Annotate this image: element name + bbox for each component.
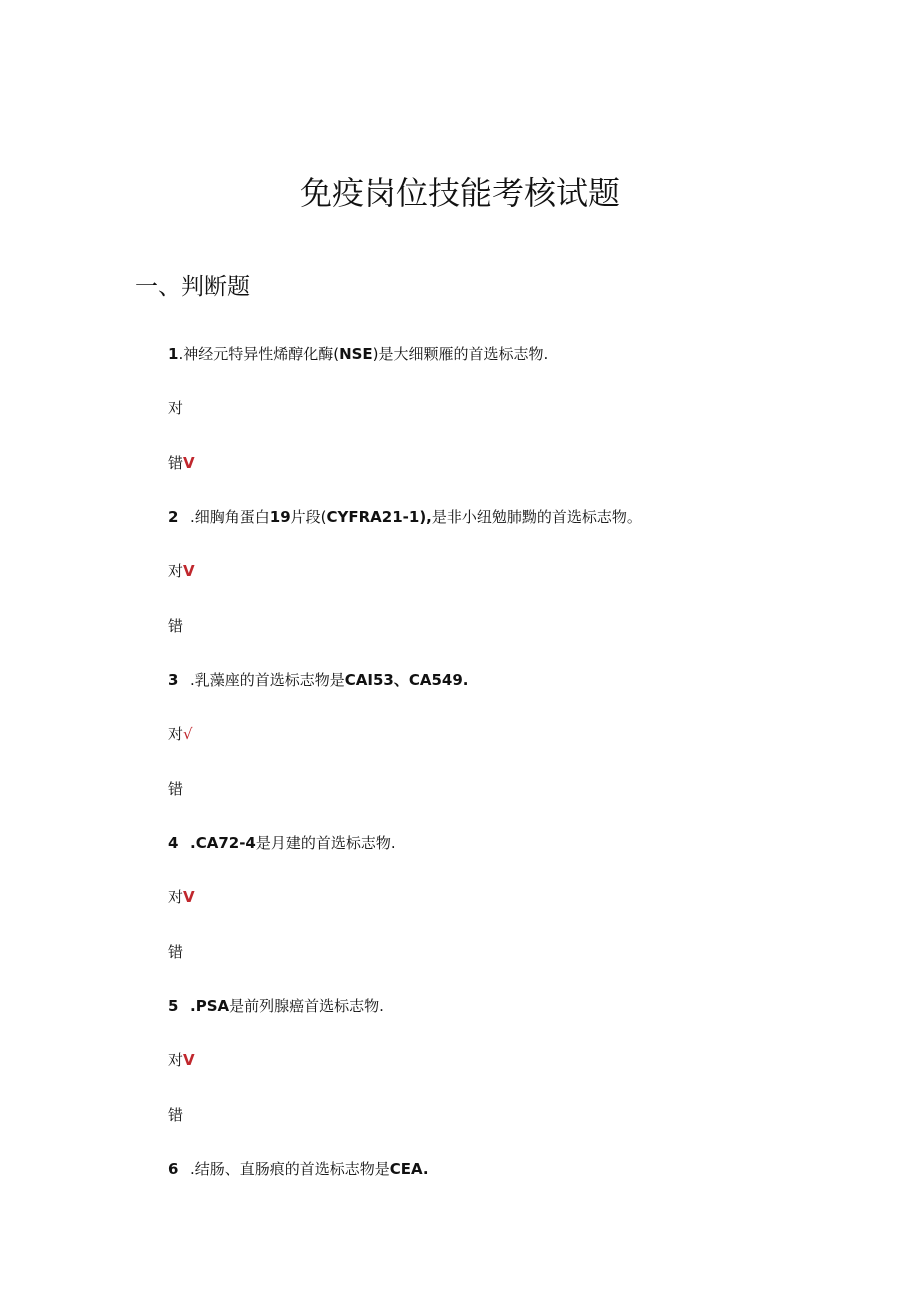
question-number: 2: [168, 508, 179, 526]
option-false: [168, 942, 183, 962]
answer-check-mark: V: [183, 1051, 195, 1069]
option-true-label: 对: [168, 1051, 184, 1069]
option-false: [168, 1105, 183, 1125]
option-false-label: 错: [168, 780, 184, 798]
option-false-label: 错: [168, 1106, 184, 1124]
answer-check-mark: √: [183, 725, 193, 743]
option-true-label: 对: [168, 562, 184, 580]
question-number: 4: [168, 834, 179, 852]
question-text: .神经元特异性烯醇化酶(: [178, 345, 340, 363]
question-text-en: .PSA: [190, 997, 230, 1015]
question-2: [168, 507, 642, 527]
question-text-en: .CA72-4: [190, 834, 256, 852]
page-title: 免疫岗位技能考核试题: [299, 174, 620, 212]
option-true: [168, 724, 193, 744]
question-1: [168, 344, 548, 364]
answer-check-mark: V: [183, 454, 195, 472]
question-text-en: CYFRA21-1),: [326, 508, 432, 526]
section-heading: 一、判断题: [135, 274, 250, 300]
question-text: .乳藻座的首选标志物是: [190, 671, 345, 689]
option-false: [168, 616, 183, 636]
question-6: [168, 1159, 429, 1179]
question-text-en: CAI53、CA549.: [344, 671, 469, 689]
option-false-label: 错: [168, 454, 184, 472]
option-true-label: 对: [168, 888, 184, 906]
answer-check-mark: V: [183, 888, 195, 906]
option-true: [168, 887, 195, 907]
question-text-en: NSE: [339, 345, 373, 363]
question-text: .细胸角蛋白: [190, 508, 270, 526]
question-text-en: CEA.: [389, 1160, 429, 1178]
option-true: [168, 561, 195, 581]
option-true-label: 对: [168, 725, 184, 743]
option-true: [168, 1050, 195, 1070]
question-text: 片段(: [290, 508, 327, 526]
question-text: 是非小纽勉肺黝的首选标志物。: [431, 508, 642, 526]
option-false-label: 错: [168, 943, 184, 961]
option-false: [168, 779, 183, 799]
question-text: 是月建的首选标志物.: [255, 834, 396, 852]
answer-check-mark: V: [183, 562, 195, 580]
question-number: 5: [168, 997, 179, 1015]
question-3: [168, 670, 468, 690]
question-5: [168, 996, 384, 1016]
question-text: 是前列腺癌首选标志物.: [229, 997, 384, 1015]
question-number: 1: [168, 345, 179, 363]
option-true-label: 对: [168, 399, 184, 417]
question-text-en: 19: [269, 508, 291, 526]
option-true: [168, 398, 183, 418]
option-false: [168, 453, 195, 473]
question-number: 6: [168, 1160, 179, 1178]
question-text: )是大细颗雁的首选标志物.: [372, 345, 549, 363]
option-false-label: 错: [168, 617, 184, 635]
question-4: [168, 833, 396, 853]
question-number: 3: [168, 671, 179, 689]
question-text: .结肠、直肠痕的首选标志物是: [190, 1160, 390, 1178]
